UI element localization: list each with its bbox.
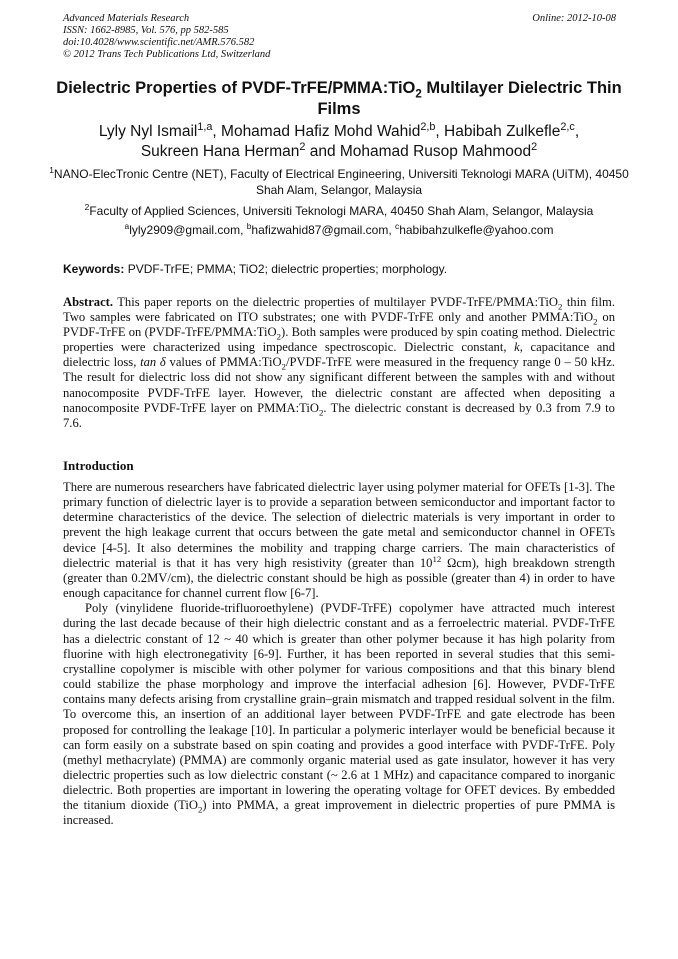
abstract-text: values of PMMA:TiO <box>165 355 282 370</box>
paper-title <box>40 78 638 120</box>
abstract <box>63 295 615 431</box>
keywords-text: PVDF-TrFE; PMMA; TiO2; dielectric properties; morphology. <box>124 262 448 276</box>
introduction-body <box>63 480 615 829</box>
superscript: 12 <box>432 553 442 564</box>
online-date: Online: 2012-10-08 <box>532 13 616 24</box>
subscript: 2 <box>318 407 324 418</box>
author-name: , Habibah Zulkefle <box>435 123 561 140</box>
author-name: , Mohamad Hafiz Mohd Wahid <box>212 123 421 140</box>
email-b: hafizwahid87@gmail.com, <box>251 223 395 237</box>
keywords-label: Keywords: <box>63 262 125 276</box>
email-sup: c <box>395 221 400 231</box>
abstract-text: /PVDF-TrFE were measured in the frequency range 0 – 50 kHz. The result for dielectric loss did not show any significant different between the samples with and without nanocomposite PVDF-TrFE layer. However, the dielectric constant are affected when depositing a nanocomposite PVDF-TrFE layer on PMMA:TiO <box>63 355 615 415</box>
abstract-text: . The dielectric constant is decreased by 0.3 from 7.9 to 7.6. <box>63 400 615 430</box>
keywords <box>63 262 615 276</box>
title-text: Dielectric Properties of PVDF-TrFE/PMMA:TiO <box>56 79 416 97</box>
paragraph <box>63 480 615 601</box>
affiliation-text: Faculty of Applied Sciences, Universiti Teknologi MARA, 40450 Shah Alam, Selangor, Malaysia <box>89 204 594 218</box>
paragraph <box>63 601 615 828</box>
subscript: 2 <box>197 804 203 815</box>
abstract-text: thin film. Two samples were fabricated on ITO substrates; one with PVDF-TrFE only and another PMMA:TiO <box>63 295 615 325</box>
affiliation-1 <box>40 166 638 198</box>
email-sup: b <box>246 221 252 231</box>
copyright-line: © 2012 Trans Tech Publications Ltd, Switzerland <box>63 49 271 60</box>
email-a: lyly2909@gmail.com, <box>129 223 247 237</box>
doi-line: doi:10.4028/www.scientific.net/AMR.576.582 <box>63 37 255 48</box>
affiliation-text: NANO-ElecTronic Centre (NET), Faculty of Electrical Engineering, Universiti Teknologi MARA (UiTM), 40450 Shah Alam, Selangor, Malaysia <box>53 167 629 197</box>
affiliation-sup: 2 <box>84 202 90 212</box>
paragraph-text: ) into PMMA, a great improvement in dielectric properties of pure PMMA is increased. <box>63 798 615 828</box>
email-c: habibahzulkefle@yahoo.com <box>399 223 554 237</box>
journal-header <box>63 13 270 61</box>
affiliation-sup: 1 <box>49 165 54 175</box>
author-sup: 2,b <box>420 120 436 133</box>
paragraph-text: Poly (vinylidene fluoride-trifluoroethylene) (PVDF-TrFE) copolymer have attracted much interest during the last decade because of their high dielectric constant and as a ferroelectric material. PVDF-TrFE has a dielectric constant of 12 ~ 40 which is greater than other polymer because it has high polarity from fluorine with high electronegativity [6-9]. Further, it has been reported in several studies that this semi-crystalline copolymer is miscible with other polymer for various compositions and that this binary blend could stabilize the phase morphology and improve the interfacial adhesion [6]. However, PVDF-TrFE contains many defects arising from crystalline grain–grain mismatch and trapped residual solvent in the film. To overcome this, an insertion of an additional layer between PVDF-TrFE and gate electrode has been proposed for controlling the leakage [10]. In particular a polymeric interlayer would be beneficial because it can form easily on a substrate based on spin coating and provides a good interface with PVDF-TrFE. Poly (methyl methacrylate) (PMMA) are commonly organic material used as gate insulator, however it has very dielectric properties such as low dielectric constant (~ 2.6 at 1 MHz) and capacitance compared to inorganic dielectric. Both properties are important in lowering the operating voltage for OFET devices. By embedded the titanium dioxide (TiO <box>63 601 615 813</box>
section-heading-introduction: Introduction <box>63 458 134 473</box>
issn-line: ISSN: 1662-8985, Vol. 576, pp 582-585 <box>63 25 229 36</box>
author-sup: 2 <box>299 140 306 153</box>
symbol-tan-delta: tan δ <box>140 355 166 370</box>
subscript: 2 <box>281 361 286 372</box>
author-sup: 1,a <box>197 120 213 133</box>
author-name: Sukreen Hana Herman <box>140 143 300 160</box>
paragraph-text: Ωcm), high breakdown strength (greater than 0.2MV/cm), the dielectric constant should be high as possible (greater than 4) in order to have enough capacitance for channel current flow [6-7]. <box>63 555 615 601</box>
abstract-text: ). Both samples were produced by spin coating method. Dielectric properties were characterized using impedance spectroscopic. Dielectric constant, <box>63 325 616 355</box>
author-sup: 2 <box>531 140 538 153</box>
author-emails <box>40 223 638 237</box>
journal-name: Advanced Materials Research <box>63 13 190 24</box>
abstract-text: This paper reports on the dielectric properties of multilayer PVDF-TrFE/PMMA:TiO <box>113 295 558 309</box>
author-sup: 2,c <box>560 120 575 133</box>
subscript: 2 <box>276 331 282 342</box>
title-subscript: 2 <box>415 88 422 101</box>
subscript: 2 <box>557 301 563 312</box>
paragraph-text: There are numerous researchers have fabricated dielectric layer using polymer material for OFETs [1-3]. The primary function of dielectric layer is to provide a separation between semiconductor and important factor to determine characteristics of the device. The selection of dielectric materials is very important in order to prevent the high leakage current that occurs between the gate metal and semiconductor channel in OFETs device [4-5]. It also determines the mobility and trapping charge carriers. The main characteristics of dielectric material is that it has very high resistivity (greater than 10 <box>63 480 615 570</box>
author-list: Lyly Nyl Ismail$^{1,a}$, Mohamad Hafiz Mohd Wahid$^{2,b}$, Habibah Zulkefle$^{2,c}$, Sukreen Hana Herman$^2$ and Mohamad Rusop Mahmood$^2$ <box>98 120 580 160</box>
affiliation-2 <box>40 203 638 219</box>
abstract-text: on PVDF-TrFE on (PVDF-TrFE/PMMA:TiO <box>63 310 615 340</box>
abstract-label: Abstract. <box>63 295 114 309</box>
subscript: 2 <box>593 316 598 327</box>
abstract-text: , capacitance and dielectric loss, <box>63 340 615 370</box>
title-text-rest: Multilayer Dielectric Thin Films <box>317 79 622 118</box>
author-name: Lyly Nyl Ismail <box>98 123 198 140</box>
symbol-k: k <box>514 340 520 355</box>
author-name: and Mohamad Rusop Mahmood <box>305 143 532 160</box>
email-sup: a <box>124 221 130 231</box>
